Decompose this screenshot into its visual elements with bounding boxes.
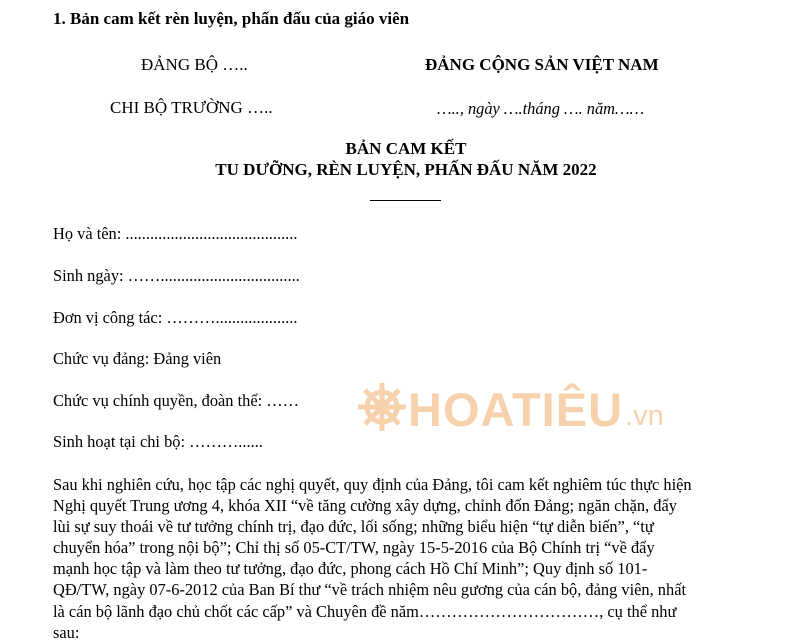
paragraph-line: QĐ/TW, ngày 07-6-2012 của Ban Bí thư “về trách nhiệm nêu gương của cán bộ, đảng viên, nhất	[53, 580, 687, 600]
field-full-name: Họ và tên: ..........................................	[53, 224, 298, 243]
title-underline	[370, 200, 441, 201]
paragraph-line: mạnh học tập và làm theo tư tưởng, đạo đức, phong cách Hồ Chí Minh”; Quy định số 101-	[53, 559, 648, 579]
section-heading: 1. Bản cam kết rèn luyện, phấn đấu của giáo viên	[53, 9, 410, 28]
commitment-paragraph	[53, 474, 773, 643]
ship-wheel-icon	[356, 381, 408, 438]
watermark	[356, 381, 664, 438]
party-committee-label: ĐẢNG BỘ …..	[141, 55, 248, 74]
watermark-text: HOATIÊU	[408, 383, 624, 436]
watermark-suffix: .vn	[625, 400, 664, 432]
document-subtitle: TU DƯỠNG, RÈN LUYỆN, PHẤN ĐẤU NĂM 2022	[215, 160, 597, 179]
paragraph-line: chuyển hóa” trong nội bộ”; Chỉ thị số 05-CT/TW, ngày 15-5-2016 của Bộ Chính trị “về đẩy	[53, 538, 655, 558]
field-work-unit: Đơn vị công tác: ………....................	[53, 308, 298, 327]
field-birth-date: Sinh ngày: ……..................................	[53, 266, 300, 285]
field-party-position: Chức vụ đảng: Đảng viên	[53, 349, 222, 368]
party-cell-label: CHI BỘ TRƯỜNG …..	[110, 98, 273, 117]
field-government-position: Chức vụ chính quyền, đoàn thể: ……	[53, 391, 300, 410]
paragraph-line: là cán bộ lãnh đạo chủ chốt các cấp” và Chuyên đề năm……………………………, cụ thể như	[53, 601, 677, 621]
document-title: BẢN CAM KẾT	[345, 139, 467, 158]
date-line: ….., ngày ….tháng …. năm……	[437, 99, 645, 118]
paragraph-line: Sau khi nghiên cứu, học tập các nghị quyết, quy định của Đảng, tôi cam kết nghiêm túc thực hiện	[53, 475, 692, 494]
field-party-cell: Sinh hoạt tại chi bộ: ………......	[53, 432, 263, 451]
paragraph-line: Nghị quyết Trung ương 4, khóa XII “về tăng cường xây dựng, chỉnh đốn Đảng; ngăn chặn, đẩy	[53, 496, 677, 516]
party-name-heading: ĐẢNG CỘNG SẢN VIỆT NAM	[425, 55, 659, 74]
paragraph-line: lùi sự suy thoái về tư tưởng chính trị, đạo đức, lối sống; những biểu hiện “tự diễn biến”, “tự	[53, 517, 654, 537]
paragraph-line: sau:	[53, 622, 80, 642]
